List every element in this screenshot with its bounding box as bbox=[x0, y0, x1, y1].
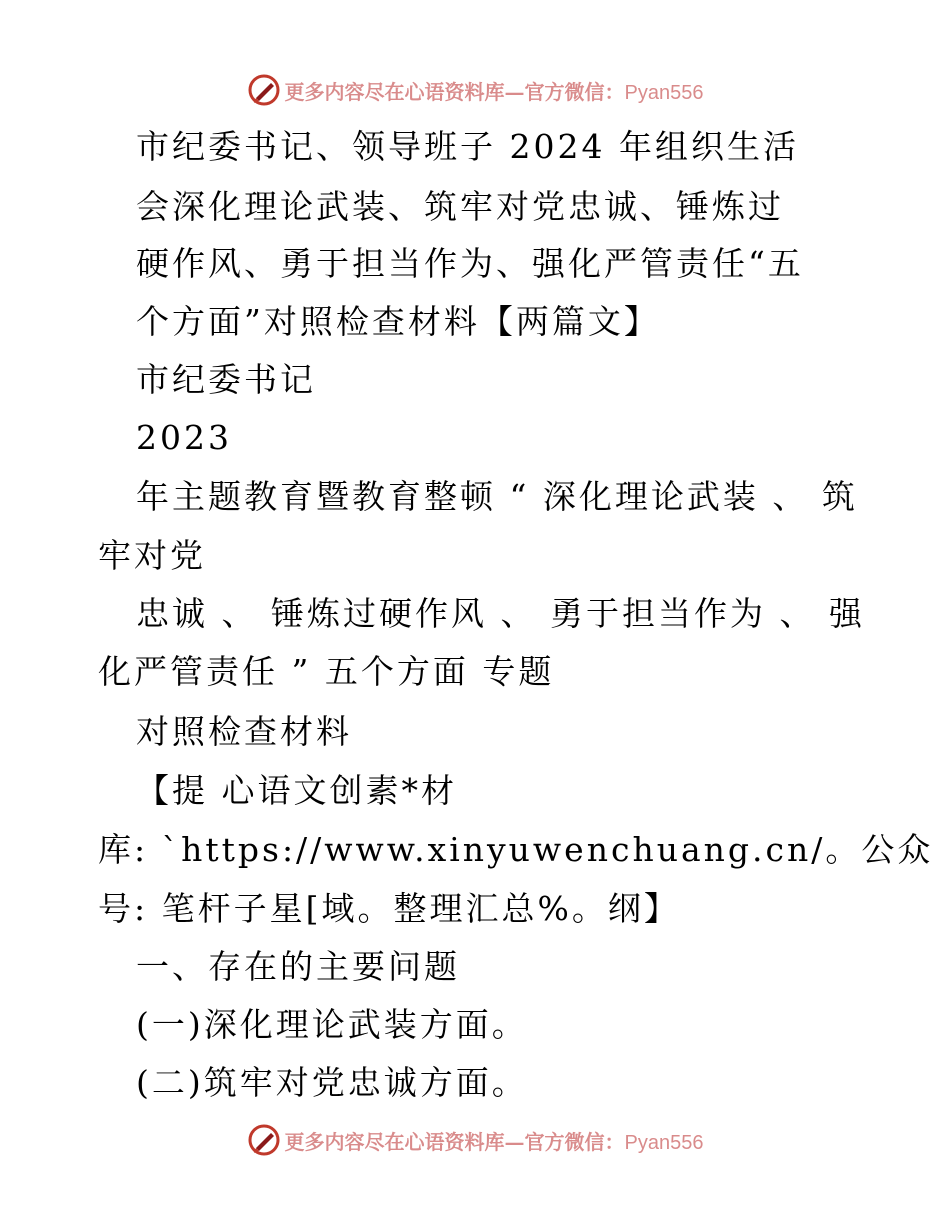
body-line: 【提 心语文创素*材 bbox=[136, 771, 457, 810]
body-line: 年主题教育暨教育整顿 “ 深化理论武装 、 筑 bbox=[136, 477, 858, 516]
watermark-text: 更多内容尽在心语资料库—官方微信： bbox=[284, 79, 625, 104]
body-line: 对照检查材料 bbox=[136, 712, 352, 751]
body-line: 号: 笔杆子星[域。整理汇总%。纲】 bbox=[98, 889, 680, 928]
body-line: 牢对党 bbox=[98, 536, 206, 575]
watermark-text: 更多内容尽在心语资料库—官方微信： bbox=[284, 1129, 625, 1154]
watermark-wechat-id: Pyan556 bbox=[624, 1131, 704, 1154]
subsection-heading: (二)筑牢对党忠诚方面。 bbox=[136, 1063, 528, 1102]
body-line: 忠诚 、 锤炼过硬作风 、 勇于担当作为 、 强 bbox=[136, 594, 865, 633]
body-line: 2023 bbox=[136, 418, 232, 457]
watermark-wechat-id: Pyan556 bbox=[624, 81, 704, 104]
pen-logo-icon bbox=[247, 1123, 281, 1157]
body-line: 库: `https://www.xinyuwenchuang.cn/。公众 bbox=[98, 830, 934, 869]
title-line-1: 市纪委书记、领导班子 2024 年组织生活 bbox=[136, 127, 799, 166]
title-line-2: 会深化理论武装、筑牢对党忠诚、锤炼过 bbox=[136, 187, 784, 226]
title-line-3: 硬作风、勇于担当作为、强化严管责任“五 bbox=[136, 244, 804, 283]
body-line: 化严管责任 ” 五个方面 专题 bbox=[98, 652, 555, 691]
title-line-4: 个方面”对照检查材料【两篇文】 bbox=[136, 302, 660, 341]
subsection-heading: (一)深化理论武装方面。 bbox=[136, 1005, 528, 1044]
footer-watermark bbox=[0, 1120, 950, 1160]
body-line: 市纪委书记 bbox=[136, 360, 316, 399]
section-heading: 一、存在的主要问题 bbox=[136, 947, 460, 986]
